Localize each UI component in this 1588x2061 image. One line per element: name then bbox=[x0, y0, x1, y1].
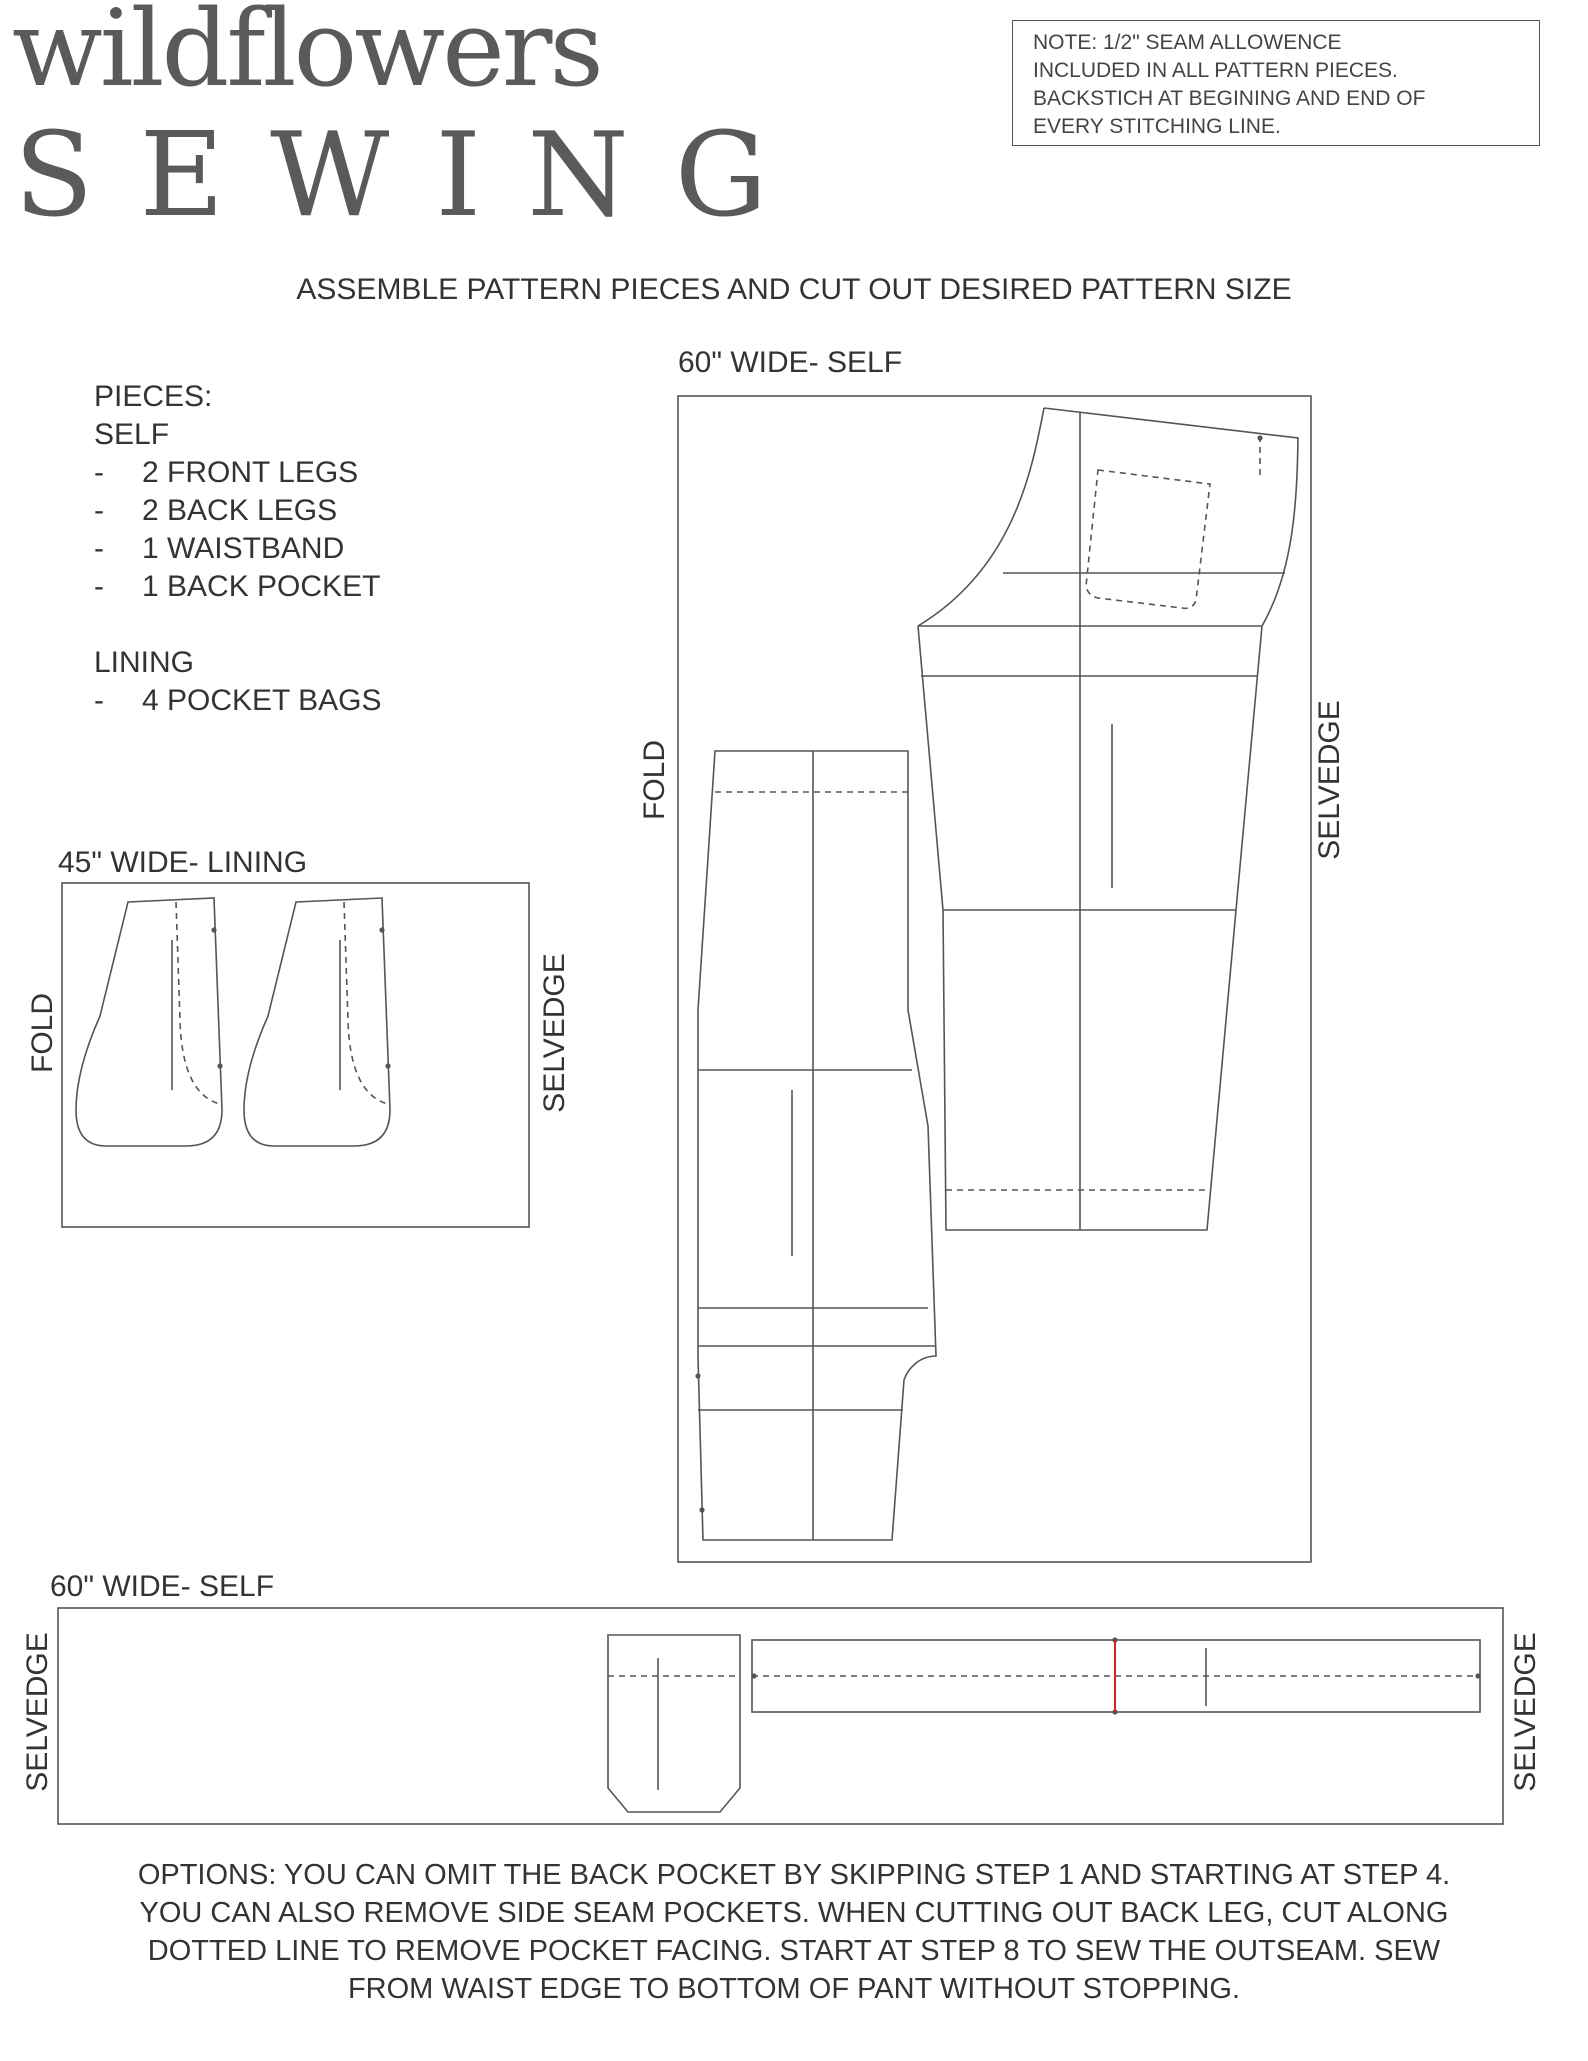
note-line-4: EVERY STITCHING LINE. bbox=[1033, 115, 1281, 138]
back-leg-piece bbox=[918, 408, 1298, 1230]
self-bottom-left-selvedge-label: SELVEDGE bbox=[21, 1632, 54, 1792]
pocket-bag-piece bbox=[244, 898, 390, 1146]
list-item: - 1 BACK POCKET bbox=[94, 570, 381, 603]
list-item: - 4 POCKET BAGS bbox=[94, 684, 382, 717]
back-pocket-piece bbox=[608, 1635, 740, 1812]
logo-wordmark-bottom: SEWING bbox=[14, 108, 814, 243]
options-text bbox=[40, 1856, 1548, 2008]
front-leg-piece bbox=[696, 751, 936, 1540]
note-line-2: INCLUDED IN ALL PATTERN PIECES. bbox=[1033, 59, 1398, 82]
note-line-3: BACKSTICH AT BEGINING AND END OF bbox=[1033, 87, 1426, 110]
self-main-fold-label: FOLD bbox=[638, 739, 671, 821]
self-bottom-title: 60" WIDE- SELF bbox=[50, 1570, 275, 1603]
list-item: - 2 FRONT LEGS bbox=[94, 456, 359, 489]
self-heading: SELF bbox=[94, 418, 170, 451]
lining-fold-label: FOLD bbox=[26, 992, 59, 1074]
options-line-2: YOU CAN ALSO REMOVE SIDE SEAM POCKETS. WHEN CUTTING OUT BACK LEG, CUT ALONG bbox=[139, 1897, 1449, 1929]
pieces-heading: PIECES: bbox=[94, 380, 213, 413]
self-main-layout-box bbox=[678, 396, 1311, 1562]
lining-heading: LINING bbox=[94, 646, 195, 679]
instructions-subtitle: ASSEMBLE PATTERN PIECES AND CUT OUT DESIRED PATTERN SIZE bbox=[296, 273, 1292, 306]
options-line-1: OPTIONS: YOU CAN OMIT THE BACK POCKET BY SKIPPING STEP 1 AND STARTING AT STEP 4. bbox=[137, 1859, 1451, 1891]
options-line-4: FROM WAIST EDGE TO BOTTOM OF PANT WITHOUT STOPPING. bbox=[347, 1973, 1241, 2005]
note-line-1: NOTE: 1/2" SEAM ALLOWENCE bbox=[1033, 31, 1342, 54]
self-bottom-right-selvedge-label: SELVEDGE bbox=[1509, 1632, 1542, 1792]
options-line-3: DOTTED LINE TO REMOVE POCKET FACING. START AT STEP 8 TO SEW THE OUTSEAM. SEW bbox=[147, 1935, 1441, 1967]
list-item: - 1 WAISTBAND bbox=[94, 532, 345, 565]
self-main-selvedge-label: SELVEDGE bbox=[1313, 700, 1346, 860]
list-item: - 2 BACK LEGS bbox=[94, 494, 338, 527]
logo-wordmark-top: wildflowers bbox=[12, 0, 601, 110]
lining-title: 45" WIDE- LINING bbox=[58, 846, 308, 879]
lining-selvedge-label: SELVEDGE bbox=[538, 953, 571, 1113]
self-main-title: 60" WIDE- SELF bbox=[678, 346, 903, 379]
pocket-bag-piece bbox=[76, 898, 222, 1146]
lining-layout-box bbox=[62, 883, 529, 1227]
